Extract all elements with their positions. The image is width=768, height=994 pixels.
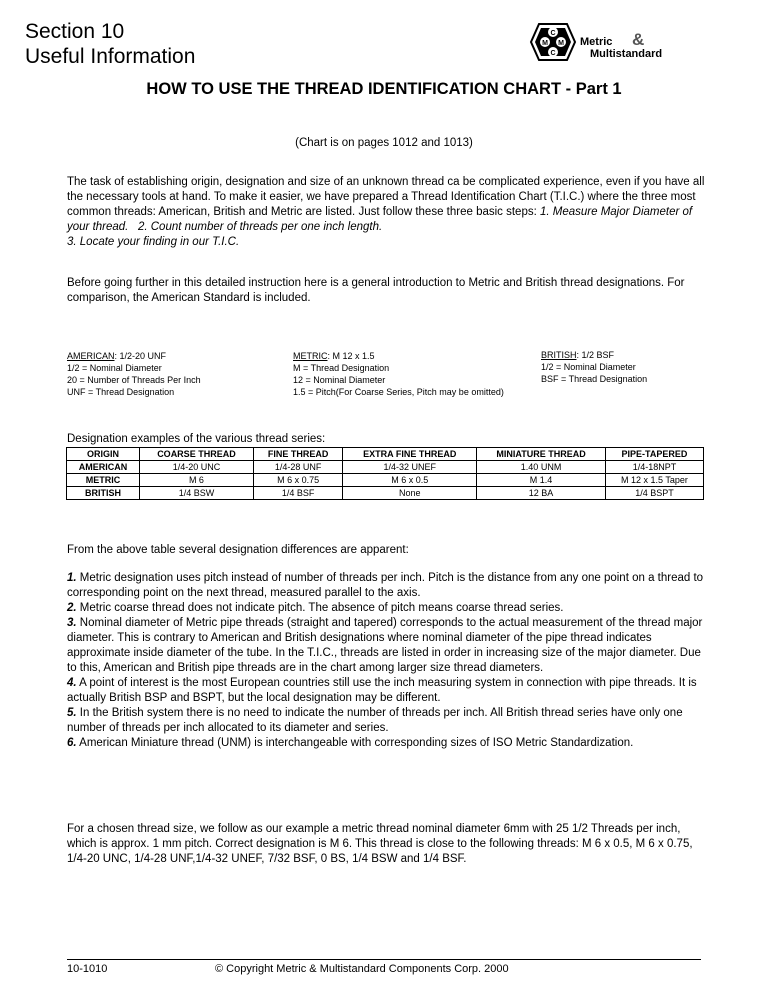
copyright-notice: © Copyright Metric & Multistandard Components Corp. 2000 <box>215 963 509 975</box>
intro-step-1: 1. Measure Major Diameter of your thread. <box>67 206 693 233</box>
british-label: BRITISH <box>541 350 577 360</box>
american-label: AMERICAN <box>67 351 115 361</box>
logo-letter: C <box>550 30 556 37</box>
footer-divider <box>67 959 701 960</box>
table-caption: Designation examples of the various thread series: <box>67 433 326 445</box>
table-cell: 1/4 BSPT <box>605 487 703 500</box>
column-header: PIPE-TAPERED <box>605 448 703 461</box>
note-item <box>67 676 707 706</box>
page-title: HOW TO USE THE THREAD IDENTIFICATION CHART - Part 1 <box>146 80 622 98</box>
table-cell: 1/4-18NPT <box>605 461 703 474</box>
logo-line-2: Multistandard <box>590 48 663 60</box>
table-cell: 1/4-32 UNEF <box>343 461 477 474</box>
metric-value: : M 12 x 1.5 <box>327 351 375 361</box>
logo-letter: M <box>542 40 548 47</box>
section-subtitle: Useful Information <box>25 45 196 68</box>
section-number: Section 10 <box>25 20 125 43</box>
table-cell: AMERICAN <box>67 461 140 474</box>
logo-ampersand: & <box>632 30 645 49</box>
metric-line: 12 = Nominal Diameter <box>293 375 386 385</box>
logo-letter: C <box>550 50 556 57</box>
table-cell: 1.40 UNM <box>477 461 606 474</box>
british-example <box>541 349 701 385</box>
note-item <box>67 736 707 751</box>
american-line: UNF = Thread Designation <box>67 387 175 397</box>
column-header: MINIATURE THREAD <box>477 448 606 461</box>
before-paragraph: Before going further in this detailed instruction here is a general introduction to Metric and British thread designations. For comparison, the American Standard is included. <box>67 277 685 304</box>
table-row <box>67 461 704 474</box>
note-text: Nominal diameter of Metric pipe threads (straight and tapered) corresponds to the actual measurement of the thread major diameter. This is contrary to American and British designations where nominal diameter of the pipe thread indicates approximate inside diameter of the tube. In the T.I.C., threads are listed in order in increasing size of the major diameter. Due to this, American and British pipe threads are in the chart among larger size thread diameters. <box>67 617 703 674</box>
british-line: 1/2 = Nominal Diameter <box>541 362 636 372</box>
table-cell: 1/4 BSW <box>139 487 253 500</box>
table-cell: BRITISH <box>67 487 140 500</box>
table-header-row <box>67 448 704 461</box>
column-header: FINE THREAD <box>253 448 342 461</box>
note-number: 5. <box>67 707 77 719</box>
note-text: Metric coarse thread does not indicate pitch. The absence of pitch means coarse thread series. <box>76 602 564 614</box>
american-value: : 1/2-20 UNF <box>114 351 167 361</box>
intro-step-2: 2. Count number of threads per one inch length. <box>137 221 383 233</box>
note-number: 4. <box>67 677 77 689</box>
note-number: 3. <box>67 617 77 629</box>
note-number: 1. <box>67 572 77 584</box>
intro-text: The task of establishing origin, designation and size of an unknown thread ca be complicated experience, even if you have all the necessary tools at hand. To make it easier, we have prepared a Thread Identification Chart (T.I.C.) where the three most common threads: American, British and Metric are listed. Just follow these three basic steps: <box>67 176 705 218</box>
section-heading <box>25 19 195 69</box>
table-row <box>67 474 704 487</box>
differences-intro: From the above table several designation differences are apparent: <box>67 544 409 556</box>
note-text: A point of interest is the most European countries still use the inch measuring system in connection with pipe threads. It is actually British BSP and BSPT, but the local designation may be different. <box>67 677 697 704</box>
example-paragraph: For a chosen thread size, we follow as our example a metric thread nominal diameter 6mm with 25 1/2 Threads per inch, which is approx. 1 mm pitch. Correct designation is M 6. This thread is close to the following threads: M 6 x 0.5, M 6 x 0.75, 1/4-20 UNC, 1/4-28 UNF,1/4-32 UNEF, 7/32 BSF, 0 BS, 1/4 BSW and 1/4 BSF. <box>67 823 693 865</box>
table-cell: 1/4 BSF <box>253 487 342 500</box>
column-header: COARSE THREAD <box>139 448 253 461</box>
thread-designation-table <box>66 447 704 500</box>
table-cell: M 6 <box>139 474 253 487</box>
metric-label: METRIC <box>293 351 328 361</box>
metric-line: 1.5 = Pitch(For Coarse Series, Pitch may be omitted) <box>293 387 504 397</box>
note-item <box>67 616 707 676</box>
note-number: 6. <box>67 737 77 749</box>
table-cell: 12 BA <box>477 487 606 500</box>
metric-line: M = Thread Designation <box>293 363 390 373</box>
table-cell: 1/4-28 UNF <box>253 461 342 474</box>
note-item <box>67 571 707 601</box>
note-item <box>67 601 707 616</box>
table-cell: M 6 x 0.75 <box>253 474 342 487</box>
logo-wordmark <box>580 36 662 60</box>
logo-letter: M <box>558 40 564 47</box>
note-item <box>67 706 707 736</box>
american-line: 1/2 = Nominal Diameter <box>67 363 162 373</box>
page-number: 10-1010 <box>67 963 108 975</box>
note-text: Metric designation uses pitch instead of number of threads per inch. Pitch is the distance from any one point on a thread to corresponding point on the next thread, measured parallel to the axis. <box>67 572 704 599</box>
british-line: BSF = Thread Designation <box>541 374 648 384</box>
british-value: : 1/2 BSF <box>576 350 615 360</box>
table-cell: M 1.4 <box>477 474 606 487</box>
logo-line-1: Metric <box>580 36 613 48</box>
american-line: 20 = Number of Threads Per Inch <box>67 375 201 385</box>
chart-note: (Chart is on pages 1012 and 1013) <box>295 137 473 149</box>
table-cell: METRIC <box>67 474 140 487</box>
column-header: ORIGIN <box>67 448 140 461</box>
column-header: EXTRA FINE THREAD <box>343 448 477 461</box>
intro-step-3: 3. Locate your finding in our T.I.C. <box>67 236 240 248</box>
intro-paragraph <box>67 175 707 250</box>
table-cell: 1/4-20 UNC <box>139 461 253 474</box>
metric-example <box>293 350 543 398</box>
table-cell: M 12 x 1.5 Taper <box>605 474 703 487</box>
notes-list <box>67 571 707 751</box>
table-cell: M 6 x 0.5 <box>343 474 477 487</box>
note-text: In the British system there is no need to indicate the number of threads per inch. All British thread series have only one number of threads per inch allocated to its diameter and series. <box>67 707 683 734</box>
note-text: American Miniature thread (UNM) is interchangeable with corresponding sizes of ISO Metric Standardization. <box>76 737 634 749</box>
american-example <box>67 350 277 398</box>
note-number: 2. <box>67 602 77 614</box>
table-row <box>67 487 704 500</box>
table-cell: None <box>343 487 477 500</box>
